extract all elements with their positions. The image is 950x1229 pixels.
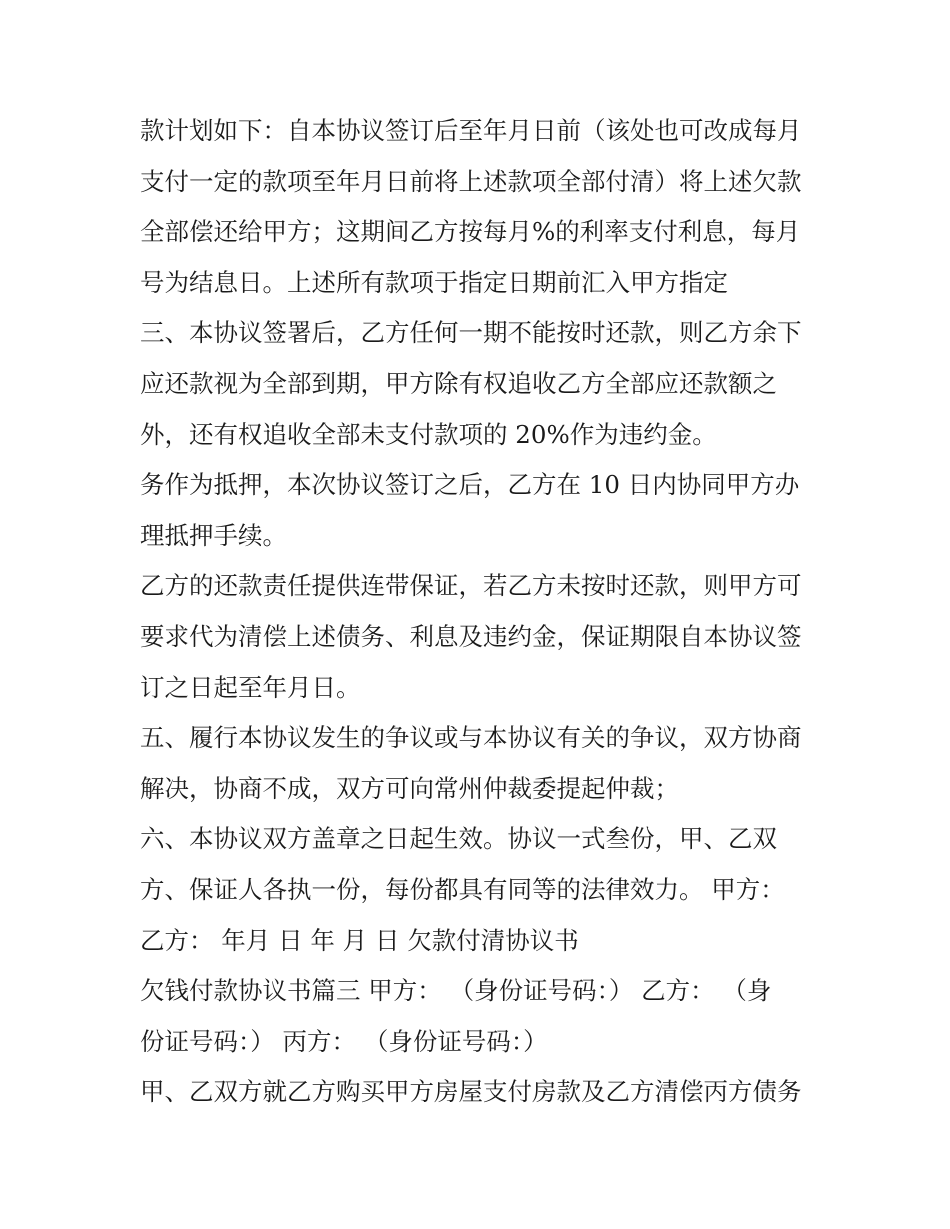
text-line: 全部偿还给甲方；这期间乙方按每月%的利率支付利息，每月 (140, 217, 801, 247)
text-line: 支付一定的款项至年月日前将上述款项全部付清）将上述欠款 (140, 166, 802, 196)
text-line: 六、本协议双方盖章之日起生效。协议一式叁份，甲、乙双 (140, 824, 777, 854)
text-line: 三、本协议签署后，乙方任何一期不能按时还款，则乙方余下 (140, 318, 802, 348)
text-line: 份证号码：） 丙方： （身份证号码：） (140, 1026, 548, 1056)
text-line: 订之日起至年月日。 (140, 672, 361, 702)
text-line: 欠钱付款协议书篇三 甲方： （身份证号码：） 乙方： （身 (140, 976, 772, 1006)
text-line: 号为结息日。上述所有款项于指定日期前汇入甲方指定 (140, 267, 728, 297)
text-line: 五、履行本协议发生的争议或与本协议有关的争议，双方协商 (140, 723, 802, 753)
text-line: 乙方的还款责任提供连带保证，若乙方未按时还款，则甲方可 (140, 571, 802, 601)
text-line: 乙方： 年月 日 年 月 日 欠款付清协议书 (140, 925, 579, 955)
text-line: 理抵押手续。 (140, 520, 287, 550)
text-line: 应还款视为全部到期，甲方除有权追收乙方全部应还款额之 (140, 368, 777, 398)
text-line: 甲、乙双方就乙方购买甲方房屋支付房款及乙方清偿丙方债务 (140, 1077, 802, 1107)
text-line: 方、保证人各执一份，每份都具有同等的法律效力。 甲方： (140, 874, 785, 904)
document-body (140, 106, 830, 1118)
text-line: 解决，协商不成，双方可向常州仲裁委提起仲裁； (140, 773, 679, 803)
text-line: 款计划如下：自本协议签订后至年月日前（该处也可改成每月 (140, 116, 802, 145)
text-line: 务作为抵押，本次协议签订之后，乙方在 10 日内协同甲方办 (140, 470, 800, 500)
text-line: 要求代为清偿上述债务、利息及违约金，保证期限自本协议签 (140, 621, 802, 651)
text-line: 外，还有权追收全部未支付款项的 20%作为违约金。 (140, 419, 717, 449)
